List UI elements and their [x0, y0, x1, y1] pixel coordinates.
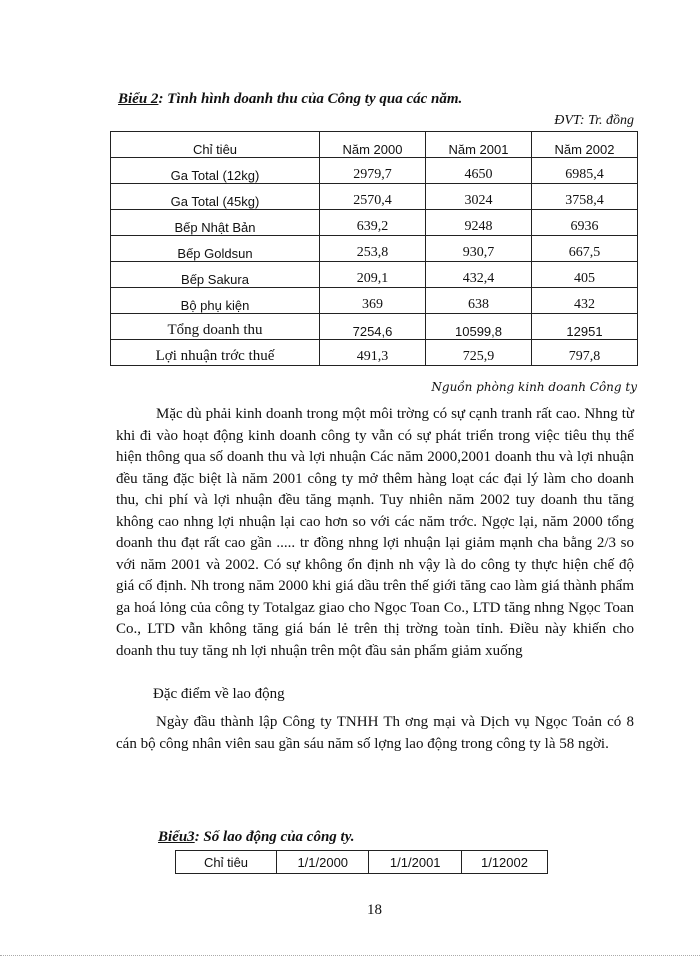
table1-source: Nguồn phòng kinh doanh Công ty — [431, 380, 637, 394]
header-cell: Năm 2000 — [320, 132, 426, 158]
header-cell: 1/1/2000 — [277, 851, 369, 874]
table-cell: 7254,6 — [320, 314, 426, 340]
labor-table — [175, 850, 548, 874]
header-cell: Chỉ tiêu — [111, 132, 320, 158]
table-row — [111, 158, 638, 184]
header-cell: Năm 2001 — [426, 132, 532, 158]
table2-title: : Số lao động của công ty. — [194, 829, 355, 845]
paragraph-labor-text: Ngày đầu thành lập Công ty TNHH Th ơng mại và Dịch vụ Ngọc Toản có 8 cán bộ công nhân viên sau gần sáu năm số lợng lao động trong công ty là 58 ngời. — [116, 714, 634, 752]
table-cell: 12951 — [532, 314, 638, 340]
table-cell: 638 — [426, 288, 532, 314]
table-row — [111, 210, 638, 236]
table-header-row — [176, 851, 548, 874]
table-cell: 253,8 — [320, 236, 426, 262]
table-row — [111, 184, 638, 210]
header-cell: 1/12002 — [461, 851, 547, 874]
table-cell: 2979,7 — [320, 158, 426, 184]
table1-title: : Tình hình doanh thu của Công ty qua các năm. — [158, 91, 463, 107]
table-cell: 797,8 — [532, 340, 638, 366]
table-cell: 432,4 — [426, 262, 532, 288]
table-cell: 639,2 — [320, 210, 426, 236]
table1-caption — [118, 91, 462, 108]
revenue-table — [110, 131, 638, 366]
table-row-pretax-profit — [111, 340, 638, 366]
header-cell: 1/1/2001 — [369, 851, 461, 874]
table-cell: 3758,4 — [532, 184, 638, 210]
table-cell: 491,3 — [320, 340, 426, 366]
table-cell: 9248 — [426, 210, 532, 236]
table1-unit: ĐVT: Tr. đồng — [554, 113, 634, 128]
body-text — [116, 404, 634, 662]
table-cell: 10599,8 — [426, 314, 532, 340]
table-cell: 3024 — [426, 184, 532, 210]
row-label: Bếp Sakura — [111, 262, 320, 288]
row-label: Bếp Nhật Bản — [111, 210, 320, 236]
section-heading-labor: Đặc điểm về lao động — [153, 686, 285, 702]
table-cell: 725,9 — [426, 340, 532, 366]
row-label: Ga Total (45kg) — [111, 184, 320, 210]
table2-caption — [158, 829, 355, 846]
paragraph-labor — [116, 712, 634, 755]
table-cell: 2570,4 — [320, 184, 426, 210]
table-cell: 369 — [320, 288, 426, 314]
table-row — [111, 236, 638, 262]
row-label: Bộ phụ kiện — [111, 288, 320, 314]
row-label: Tổng doanh thu — [111, 314, 320, 340]
row-label: Bếp Goldsun — [111, 236, 320, 262]
table-cell: 667,5 — [532, 236, 638, 262]
paragraph-revenue-analysis: Mặc dù phải kinh doanh trong một môi trờng có sự cạnh tranh rất cao. Nhng từ khi đi vào hoạt động kinh doanh công ty vẫn có sự phát triển trong việc tiêu thụ thể hiện thông qua số doanh thu và lợi nhuận Các năm 2000,2001 doanh thu và lợi nhuận đều tăng đặc biệt là năm 2001 công ty mở thêm hàng loạt các đại lý làm cho doanh thu, chi phí và lợi nhuận đều tăng mạnh. Tuy nhiên năm 2002 tuy doanh thu tăng không cao nhng lợi nhuận lại cao hơn so với các năm trớc. Ngợc lại, năm 2000 tổng doanh thu đạt rất cao gần ..... tr đồng nhng lợi nhuận lại giảm mạnh cha bằng 2/3 so với năm 2001 và 2002. Có sự không ổn định nh vậy là do công ty thực hiện chế độ giá cố định. Nh trong năm 2000 khi giá dầu trên thế giới tăng cao làm giá thành phẩm ga hoá lỏng của công ty Totalgaz giao cho Ngọc Toan Co., LTD tăng nhng Ngọc Toan Co., LTD vẫn không tăng giá bán lẻ trên thị trờng toàn tỉnh. Điều này khiến cho doanh thu tuy tăng nh lợi nhuận trên một đầu sản phẩm giảm xuống — [116, 406, 634, 659]
header-cell: Năm 2002 — [532, 132, 638, 158]
row-label: Ga Total (12kg) — [111, 158, 320, 184]
table-cell: 6936 — [532, 210, 638, 236]
table-cell: 6985,4 — [532, 158, 638, 184]
page-number: 18 — [367, 902, 382, 918]
table-cell: 432 — [532, 288, 638, 314]
table-cell: 4650 — [426, 158, 532, 184]
table-row-total-revenue — [111, 314, 638, 340]
table-row — [111, 288, 638, 314]
table-cell: 209,1 — [320, 262, 426, 288]
table-cell: 405 — [532, 262, 638, 288]
table-header-row — [111, 132, 638, 158]
page-bottom-divider — [0, 955, 700, 956]
row-label: Lợi nhuận trớc thuế — [111, 340, 320, 366]
table-cell: 930,7 — [426, 236, 532, 262]
table1-label: Biểu 2 — [118, 91, 159, 107]
table-row — [111, 262, 638, 288]
header-cell: Chỉ tiêu — [176, 851, 277, 874]
table2-label: Biểu3 — [158, 829, 195, 845]
